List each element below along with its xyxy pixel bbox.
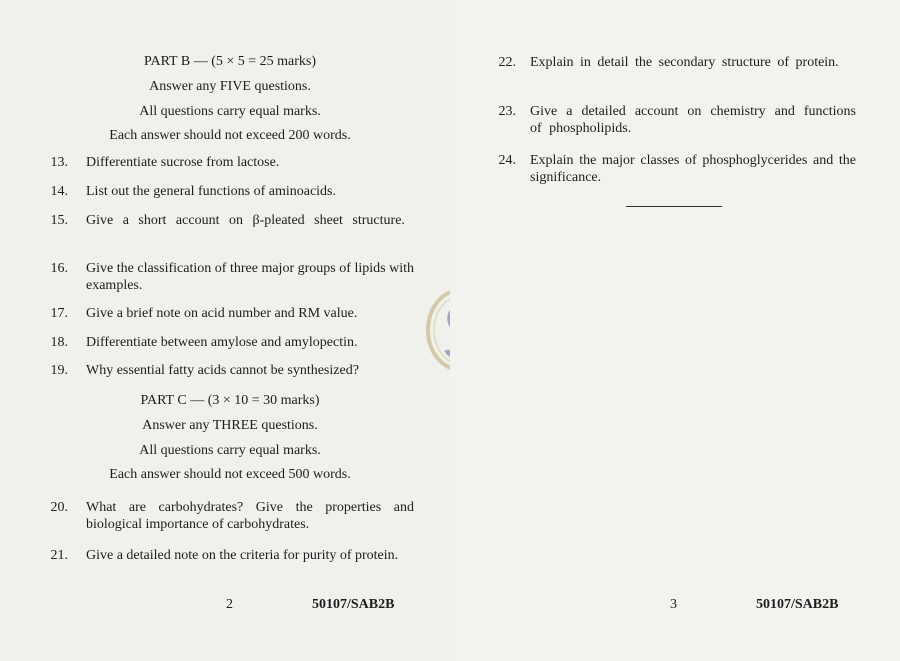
end-rule xyxy=(626,206,722,207)
question-text: Differentiate sucrose from lactose. xyxy=(86,155,280,170)
page-number-right: 3 xyxy=(670,597,677,612)
question-number: 17. xyxy=(50,306,68,321)
paper-code-left: 50107/SAB2B xyxy=(312,597,395,612)
part-c-heading: PART C — (3 × 10 = 30 marks) xyxy=(140,393,320,408)
part-c-instruction-1: Answer any THREE questions. xyxy=(142,418,318,433)
paper-code-right: 50107/SAB2B xyxy=(756,597,839,612)
part-b-instruction-3: Each answer should not exceed 200 words. xyxy=(109,128,351,143)
question-number: 23. xyxy=(498,104,516,119)
right-page xyxy=(450,0,900,661)
question-number: 14. xyxy=(50,184,68,199)
question-number: 21. xyxy=(50,548,68,563)
question-text: Explain in detail the secondary structure of protein. xyxy=(530,55,839,70)
part-c-instruction-2: All questions carry equal marks. xyxy=(139,443,321,458)
question-number: 13. xyxy=(50,155,68,170)
question-number: 19. xyxy=(50,363,68,378)
question-text: Give a detailed account on chemistry and functions of phospholipids. xyxy=(530,104,856,136)
part-c-instruction-3: Each answer should not exceed 500 words. xyxy=(109,467,351,482)
question-number: 22. xyxy=(498,55,516,70)
question-number: 20. xyxy=(50,500,68,515)
page-number-left: 2 xyxy=(226,597,233,612)
question-text: Give a brief note on acid number and RM value. xyxy=(86,306,358,321)
part-b-heading: PART B — (5 × 5 = 25 marks) xyxy=(143,54,317,69)
question-text: Differentiate between amylose and amylopectin. xyxy=(86,335,358,350)
question-number: 18. xyxy=(50,335,68,350)
question-text: List out the general functions of aminoacids. xyxy=(86,184,336,199)
question-text: Give a short account on β-pleated sheet structure. xyxy=(86,213,405,228)
question-text: Explain the major classes of phosphoglycerides and the significance. xyxy=(530,153,856,185)
question-number: 16. xyxy=(50,261,68,276)
question-text: Give the classification of three major groups of lipids with examples. xyxy=(86,261,414,293)
question-text: Why essential fatty acids cannot be synthesized? xyxy=(86,363,359,378)
question-number: 15. xyxy=(50,213,68,228)
question-text: What are carbohydrates? Give the properties and biological importance of carbohydrates. xyxy=(86,500,414,532)
question-text: Give a detailed note on the criteria for purity of protein. xyxy=(86,548,399,563)
part-b-instruction-2: All questions carry equal marks. xyxy=(139,104,321,119)
part-b-instruction-1: Answer any FIVE questions. xyxy=(149,79,311,94)
question-number: 24. xyxy=(498,153,516,168)
